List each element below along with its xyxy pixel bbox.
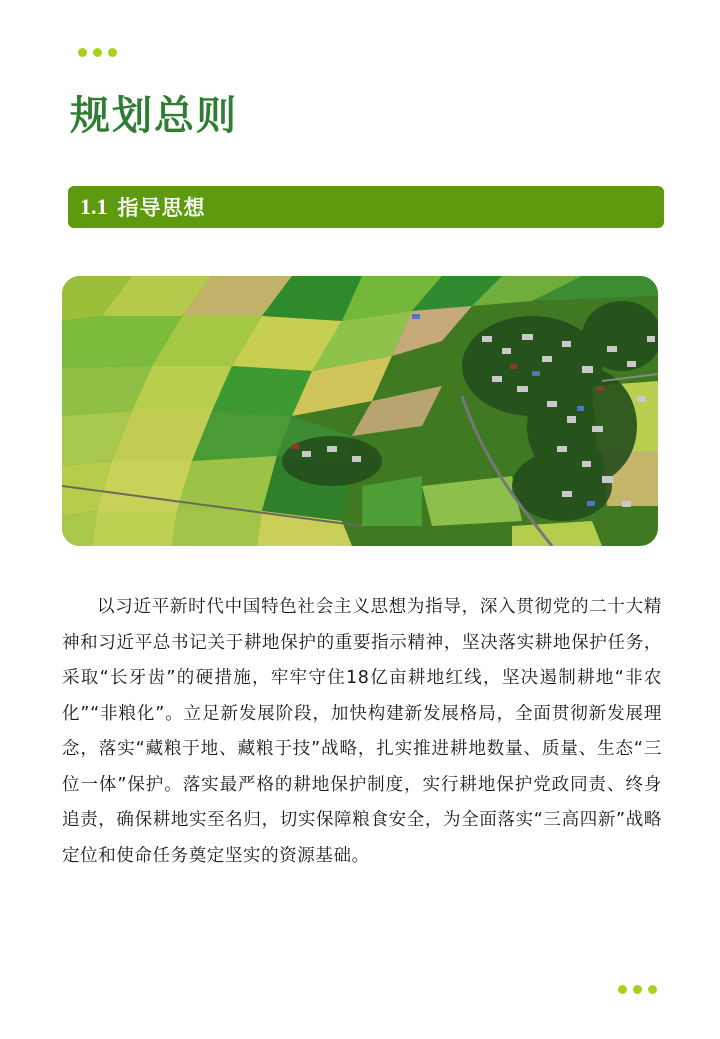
decorative-dots-top xyxy=(78,48,117,57)
dot xyxy=(108,48,117,57)
section-heading: 指导思想 xyxy=(117,196,206,220)
page-title: 规划总则 xyxy=(70,93,238,139)
dot xyxy=(648,985,657,994)
section-number: 1.1 xyxy=(80,194,108,219)
decorative-dots-bottom xyxy=(618,985,657,994)
dot xyxy=(618,985,627,994)
dot xyxy=(633,985,642,994)
body-paragraph: 以习近平新时代中国特色社会主义思想为指导，深入贯彻党的二十大精神和习近平总书记关于耕地保护的重要指示精神，坚决落实耕地保护任务，采取“长牙齿”的硬措施，牢牢守住18亿亩耕地红线，坚决遏制耕地“非农化”“非粮化”。立足新发展阶段，加快构建新发展格局，全面贯彻新发展理念，落实“藏粮于地、藏粮于技”战略，扎实推进耕地数量、质量、生态“三位一体”保护。落实最严格的耕地保护制度，实行耕地保护党政同责、终身追责，确保耕地实至名归，切实保障粮食安全，为全面落实“三高四新”战略定位和使命任务奠定坚实的资源基础。 xyxy=(62,597,662,866)
dot xyxy=(78,48,87,57)
aerial-farmland-village-photo xyxy=(62,276,658,546)
section-heading-bar xyxy=(68,186,664,228)
dot xyxy=(93,48,102,57)
